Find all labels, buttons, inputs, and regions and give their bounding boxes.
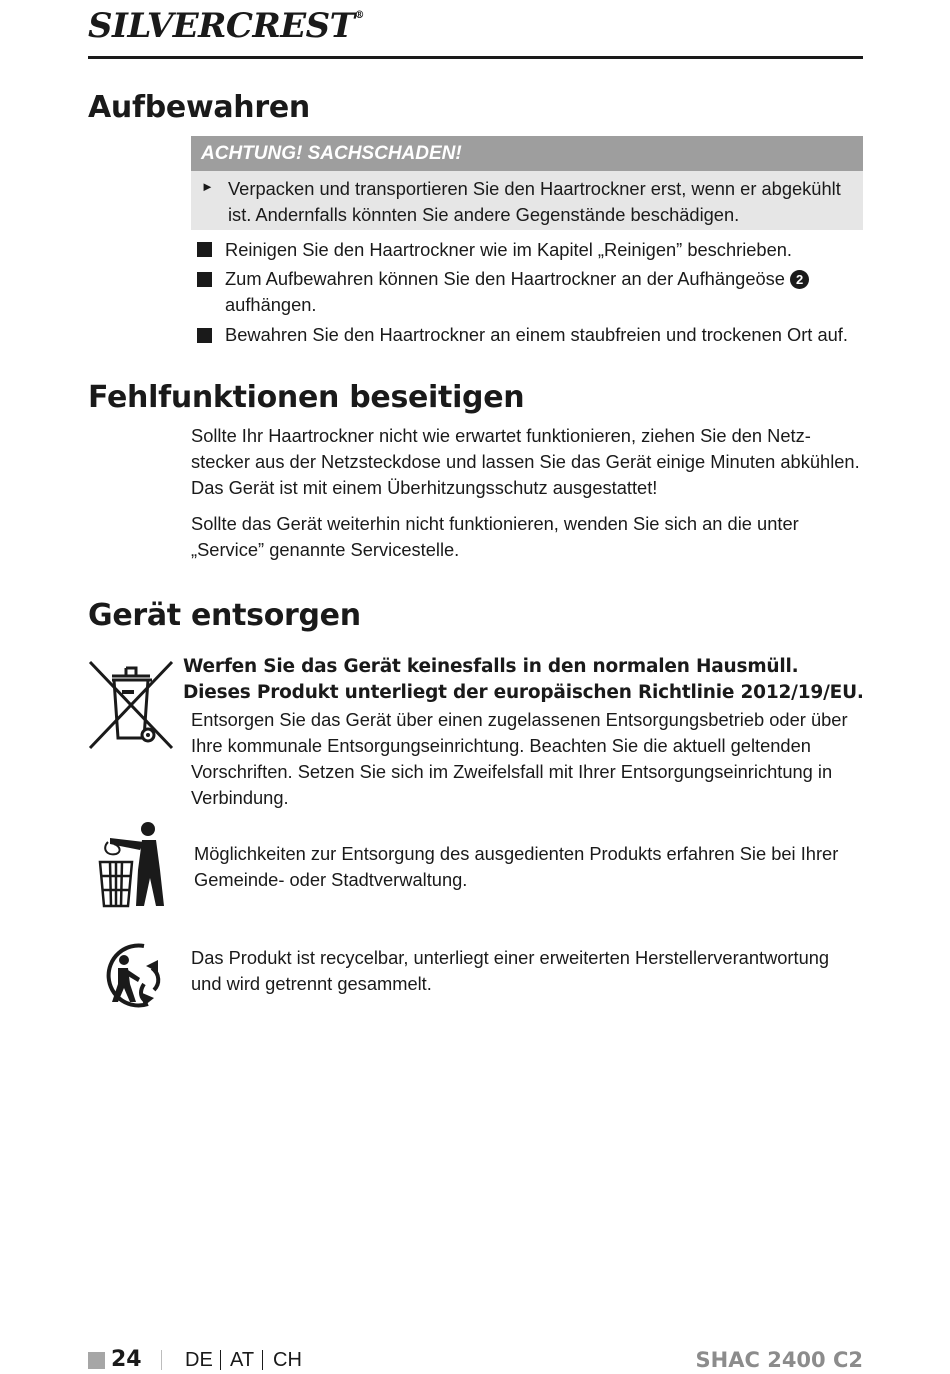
footer-divider [262, 1350, 263, 1370]
bullet-text: Reinigen Sie den Haartrockner wie im Kapitel „Reinigen” beschrieben. [225, 239, 793, 260]
paragraph: Entsorgen Sie das Gerät über einen zugelassenen Entsorgungsbetrieb oder über Ihre kommunale Entsorgungseinrichtung. Beachten Sie die aktuell geltenden Vorschriften. Setzen Sie sich im Zweifelsfall mit Ihrer Entsorgungseinrichtung in Verbindung. [191, 709, 848, 808]
part-number-2-badge: 2 [790, 270, 809, 289]
bullet-text: Bewahren Sie den Haartrockner an einem staubfreien und trockenen Ort auf. [225, 324, 848, 345]
arrow-icon: ► [201, 179, 214, 194]
crossed-out-wheelie-bin-icon [88, 658, 174, 752]
paragraph: Möglichkeiten zur Entsorgung des ausgedienten Produkts erfahren Sie bei Ihrer Gemeinde- oder Stadtverwaltung. [194, 843, 839, 890]
paragraph: Das Produkt ist recycelbar, unterliegt einer erweiterten Herstellerverantwortung und wird getrennt gesammelt. [191, 947, 830, 994]
footer-divider [161, 1350, 162, 1370]
paragraph: Sollte Ihr Haartrockner nicht wie erwartet funktionieren, ziehen Sie den Netz- stecker aus der Netzsteckdose und lassen Sie das Gerät einige Minuten abkühlen. Das Gerät ist mit einem Überhitzungsschutz ausgestattet! [191, 425, 860, 498]
registered-mark: ® [354, 10, 364, 21]
heading-disposal: Gerät entsorgen [88, 598, 361, 633]
triman-recycle-icon [96, 938, 170, 1012]
language-code: AT [230, 1349, 255, 1371]
warning-line: ist. Andernfalls könnten Sie andere Gegenstände beschädigen. [228, 204, 740, 225]
language-code: CH [273, 1349, 302, 1371]
language-code: DE [185, 1349, 213, 1371]
heading-troubleshooting: Fehlfunktionen beseitigen [88, 380, 525, 415]
model-number: SHAC 2400 C2 [695, 1348, 863, 1372]
warning-line: Verpacken und transportieren Sie den Haartrockner erst, wenn er abgekühlt [228, 178, 841, 199]
bullet-text: Zum Aufbewahren können Sie den Haartrockner an der Aufhängeöse 2 aufhängen. [225, 266, 861, 318]
disposal-warning: Werfen Sie das Gerät keinesfalls in den normalen Hausmüll. Dieses Produkt unterliegt der europäischen Richtlinie 2012/19/EU. [183, 656, 864, 703]
bullet-square-icon [197, 328, 212, 343]
heading-storage: Aufbewahren [88, 90, 310, 125]
bullet-square-icon [197, 242, 212, 257]
page-number: 24 [111, 1347, 142, 1372]
footer-divider [220, 1350, 221, 1370]
person-throwing-trash-icon [98, 820, 168, 910]
header-rule [88, 56, 863, 59]
warning-text [228, 176, 858, 228]
warning-header: ACHTUNG! SACHSCHADEN! [191, 136, 863, 171]
bullet-square-icon [197, 272, 212, 287]
brand-logo: SILVERCREST® [88, 6, 364, 46]
footer-square-icon [88, 1352, 105, 1369]
paragraph: Sollte das Gerät weiterhin nicht funktionieren, wenden Sie sich an die unter „Service” genannte Servicestelle. [191, 513, 799, 560]
